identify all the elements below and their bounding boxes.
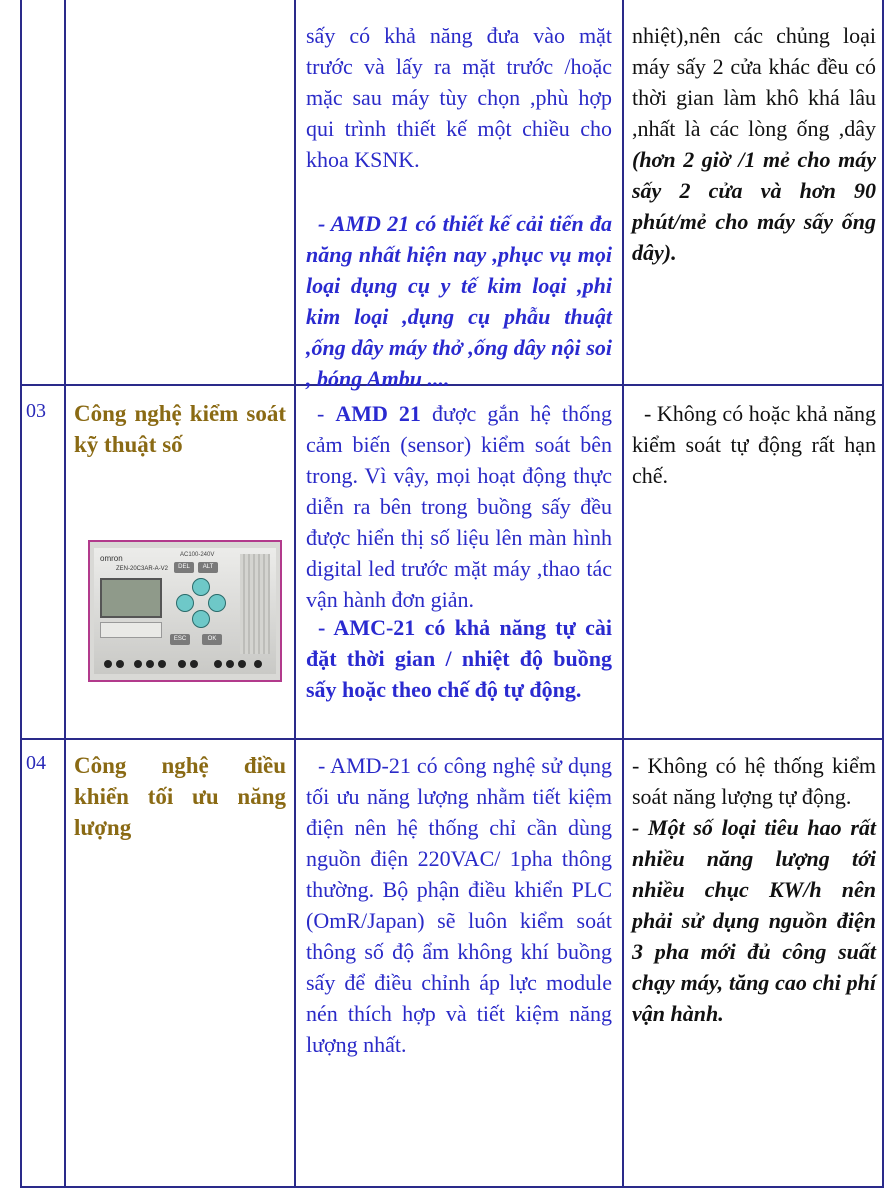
table-border-bottom — [20, 1186, 884, 1188]
prev-other-cell — [632, 20, 876, 268]
plc-brand-label: omron — [100, 554, 123, 563]
plc-arrow-up — [192, 578, 210, 596]
row-03-amd-bold-para: - AMC-21 có khả năng tự cài đặt thời gian / nhiệt độ buồng sấy hoặc theo chế độ tự động. — [306, 615, 612, 702]
plc-terminal — [104, 660, 112, 668]
row-04-other-text: - Không có hệ thống kiểm soát năng lượng tự động. — [632, 753, 876, 809]
table-divider-2 — [294, 0, 296, 1188]
plc-vent — [240, 554, 270, 654]
row-04-other-emphasis: - Một số loại tiêu hao rất nhiều năng lượng tới nhiều chục KW/h nên phải sử dụng nguồn điện 3 pha mới đủ công suất chạy máy, tăng cao chi phí vận hành. — [632, 815, 876, 1026]
table-border-left — [20, 0, 22, 1188]
plc-terminal — [226, 660, 234, 668]
row-04-title: Công nghệ điều khiển tối ưu năng lượng — [74, 753, 286, 840]
plc-key-del: DEL — [174, 562, 194, 573]
plc-model-label: ZEN-20C3AR-A-V2 — [116, 566, 169, 572]
plc-terminal — [158, 660, 166, 668]
row-number-03: 03 — [26, 400, 46, 422]
plc-key-ok: OK — [202, 634, 222, 645]
plc-display — [100, 578, 162, 618]
plc-slot — [100, 622, 162, 638]
prev-other-normal: nhiệt),nên các chủng loại máy sấy 2 cửa khác đều có thời gian làm khô khá lâu ,nhất là các lòng ống ,dây — [632, 23, 876, 141]
plc-rating-label: AC100-240V — [180, 552, 215, 558]
prev-other-emphasis: (hơn 2 giờ /1 mẻ cho máy sấy 2 cửa và hơn 90 phút/mẻ cho máy sấy ống dây). — [632, 147, 876, 265]
row-04-amd-cell: - AMD-21 có công nghệ sử dụng tối ưu năng lượng nhằm tiết kiệm điện nên hệ thống chỉ cần dùng nguồn điện 220VAC/ 1pha thông thường. Bộ phận điều khiển PLC (OmR/Japan) sẽ luôn kiểm soát thông số độ ẩm không khí buồng sấy để điều chỉnh áp lực module nén thích hợp và tiết kiệm năng lượng nhất. — [306, 753, 612, 1057]
plc-arrow-down — [192, 610, 210, 628]
table-border-right — [882, 0, 884, 1188]
prev-amd-paragraph-1: sấy có khả năng đưa vào mặt trước và lấy ra mặt trước /hoặc mặc sau máy tùy chọn ,phù hợp qui trình thiết kế một chiều cho khoa KSNK. — [306, 23, 612, 172]
plc-controller-image — [88, 540, 282, 682]
plc-terminal — [178, 660, 186, 668]
plc-housing — [94, 548, 276, 674]
plc-terminal — [254, 660, 262, 668]
plc-terminal — [116, 660, 124, 668]
row-03-amd-text: được gắn hệ thống cảm biến (sensor) kiểm soát bên trong. Vì vậy, mọi hoạt động thực diễn ra bên trong buồng sấy đều được hiển thị số liệu lên màn hình digital led trước mặt máy ,thao tác vận hành đơn giản. — [306, 401, 612, 612]
plc-terminal — [146, 660, 154, 668]
plc-terminal — [134, 660, 142, 668]
plc-arrow-right — [208, 594, 226, 612]
plc-key-alt: ALT — [198, 562, 218, 573]
row-03-title: Công nghệ kiểm soát kỹ thuật số — [74, 401, 286, 457]
row-03-amd-lead: AMD 21 — [335, 401, 421, 426]
table-divider-3 — [622, 0, 624, 1188]
plc-terminal — [190, 660, 198, 668]
row-03-other-cell: - Không có hoặc khả năng kiểm soát tự động rất hạn chế. — [632, 401, 876, 488]
row-number-04: 04 — [26, 752, 46, 774]
plc-key-esc: ESC — [170, 634, 190, 645]
prev-amd-paragraph-2: - AMD 21 có thiết kế cải tiến đa năng nhất hiện nay ,phục vụ mọi loại dụng cụ y tế kim loại ,phi kim loại ,dụng cụ phẫu thuật ,ống dây máy thở ,ống dây nội soi , bóng Ambu .... — [306, 211, 612, 391]
plc-terminal — [214, 660, 222, 668]
table-divider-1 — [64, 0, 66, 1188]
row-divider-03 — [20, 738, 884, 740]
row-03-amd-cell: - AMD 21 được gắn hệ thống cảm biến (sensor) kiểm soát bên trong. Vì vậy, mọi hoạt động thực diễn ra bên trong buồng sấy đều được hiển thị số liệu lên màn hình digital led trước mặt máy ,thao tác vận hành đơn giản. — [306, 401, 612, 612]
plc-terminal — [238, 660, 246, 668]
plc-arrow-left — [176, 594, 194, 612]
